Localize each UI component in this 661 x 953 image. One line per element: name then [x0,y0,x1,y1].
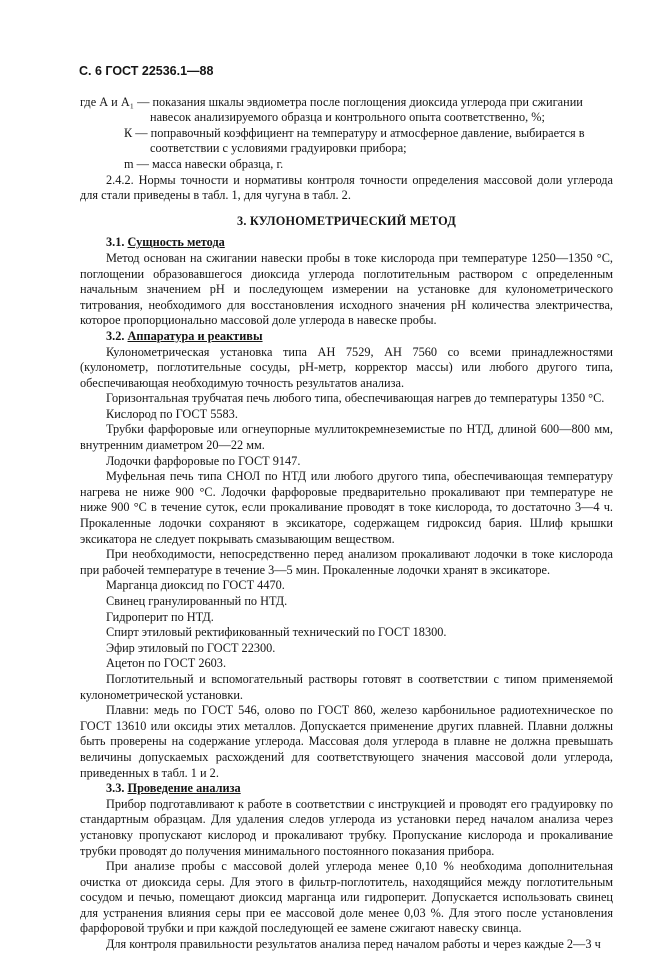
s33-paragraph: При анализе пробы с массовой долей углерода менее 0,10 % необходима дополнительная очистка от диоксида серы. Для этого в фильтр-поглотитель, находящийся между поглотительным сосудом и печью, помещают диоксид марганца или гидроперит. Допускается использовать свинец для устранения влияния серы при ее массовой доле менее 0,03 %. Для этого после установления фарфоровой трубки и при каждой последующей ее замене сжигают навеску свинца. [80,859,613,936]
s32-paragraph: При необходимости, непосредственно перед анализом прокаливают лодочки в токе кислорода при рабочей температуре в течение 3—5 мин. Прокаленные лодочки хранят в эксикаторе. [80,547,613,577]
s32-paragraph: Поглотительный и вспомогательный растворы готовят в соответствии с типом применяемой кулонометрической установки. [80,671,613,702]
subsection-3-1-heading [80,235,613,251]
subsection-3-3-title: Проведение анализа [127,781,241,796]
where-line-1 [80,95,613,111]
s32-paragraph: Ацетон по ГОСТ 2603. [106,656,227,671]
s32-paragraph: Трубки фарфоровые или огнеупорные муллитокремнеземистые по НТД, длиной 600—800 мм, внутренним диаметром 20—22 мм. [80,422,613,453]
subsection-3-1-text: Метод основан на сжигании навески пробы в токе кислорода при температуре 1250—1350 °С, поглощении образовавшегося диоксида углерода поглотительным раствором с определенным начальным значением рН и последующем измерении на установке для кулонометрического титрования, необходимого для восстановления исходного значения рН количества электричества, которое пропорционально массовой доле углерода в навеске пробы. [80,250,613,328]
s32-paragraph: Лодочки фарфоровые по ГОСТ 9147. [106,453,301,468]
s32-paragraph: Марганца диоксид по ГОСТ 4470. [106,578,285,593]
where-text-1: показания шкалы эвдиометра после поглощения диоксида углерода при сжигании [152,94,583,109]
where-line-2: навесок анализируемого образца и контрольного опыта соответственно, %; [150,110,545,125]
subsection-3-3-number: 3.3. [106,781,125,796]
s32-paragraph: Кулонометрическая установка типа АН 7529, АН 7560 со всеми принадлежностями (кулонометр, поглотительные сосуды, рН-метр, корректор массы) или любого другого типа, обеспечивающая необходимую точность результатов анализа. [80,344,613,390]
subsection-3-2-title: Аппаратура и реактивы [127,328,263,343]
subsection-3-1-number: 3.1. [106,235,125,250]
s32-paragraph: Гидроперит по НТД. [106,609,214,624]
s32-paragraph: Плавни: медь по ГОСТ 546, олово по ГОСТ 860, железо карбонильное радиотехническое по ГОСТ 13610 или оксиды этих металлов. Допускается применение других плавней. Плавни должны быть проверены на содержание углерода. Массовая доля углерода в плавне не должна превышать величины допускаемых расхождений для соответствующего значения массовой доли углерода, приведенных в табл. 1 и 2. [80,703,613,780]
s32-paragraph: Эфир этиловый по ГОСТ 22300. [106,640,276,655]
subsection-3-2-number: 3.2. [106,328,125,343]
where-lead: где А и А₁ — [80,94,150,109]
page-header: С. 6 ГОСТ 22536.1—88 [79,64,214,78]
section-3-title: 3. КУЛОНОМЕТРИЧЕСКИЙ МЕТОД [236,213,456,228]
s33-paragraph: Для контроля правильности результатов анализа перед началом работы и через каждые 2—3 ч [106,937,601,952]
s32-paragraph: Муфельная печь типа СНОЛ по НТД или любого другого типа, обеспечивающая температуру нагрева не ниже 900 °С. Лодочки фарфоровые предварительно прокаливают при температуре не ниже 900 °С в течение суток, если прокаливание проводят в токе кислорода, то достаточно 3—4 ч. Прокаленные лодочки сохраняют в эксикаторе, содержащем гидроксид бария. Шлиф крышки эксикатора не следует покрывать смазывающим веществом. [80,469,613,546]
where-k-line-2: соответствии с условиями градуировки прибора; [150,141,407,156]
s32-paragraph: Свинец гранулированный по НТД. [106,594,288,608]
where-m-line: m — масса навески образца, г. [124,156,284,171]
s32-paragraph: Кислород по ГОСТ 5583. [106,406,238,421]
subsection-3-3-heading [80,781,613,797]
s32-paragraph: Горизонтальная трубчатая печь любого типа, обеспечивающая нагрев до температуры 1350 °С. [106,391,605,406]
s32-paragraph: Спирт этиловый ректификованный технический по ГОСТ 18300. [106,625,447,640]
where-k-line-1: К — поправочный коэффициент на температуру и атмосферное давление, выбирается в [124,125,585,140]
paragraph-2-4-2: 2.4.2. Нормы точности и нормативы контроля точности определения массовой доли углерода для стали приведены в табл. 1, для чугуна в табл. 2. [80,172,613,203]
subsection-3-1-title: Сущность метода [127,235,225,250]
subsection-3-2-heading [80,329,613,345]
s33-paragraph: Прибор подготавливают к работе в соответствии с инструкцией и проводят его градуировку по стандартным образцам. Для удаления следов углерода из установки перед началом анализа через установку пропускают кислород и прокаливают трубку. Пропускание кислорода и прокаливание трубки проводят до получения минимального постоянного показания прибора. [80,796,613,858]
